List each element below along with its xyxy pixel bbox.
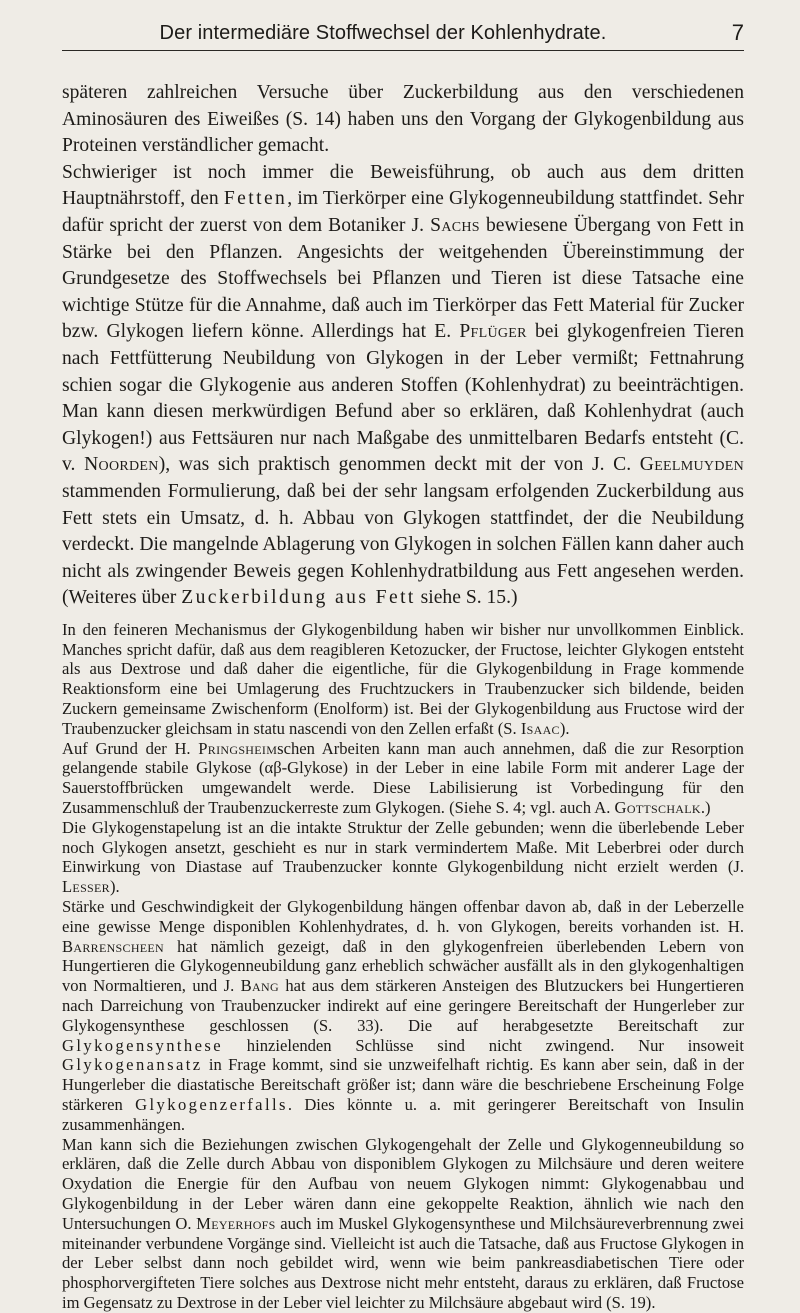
text-run: . Dies könnte u. a. mit geringerer Bereitschaft von Insulin zusammenhängen. xyxy=(62,1095,744,1134)
author-name: Gottschalk xyxy=(614,798,701,818)
small-print-text xyxy=(62,620,744,1313)
text-run: Auf Grund der H. xyxy=(62,738,199,758)
author-name: Noorden xyxy=(84,454,159,476)
text-run: schen Arbeiten kann man auch annehmen, daß die zur Resorption gelangende stabile Glykose (αβ-Glykose) in der Leber in eine labile Form mit anderer Lage der Sauerstoffbrücken umgewandelt werde. Diese Labilisierung ist Vorbedingung für den Zusammenschluß der Traubenzuckerreste zum Glykogen. (Siehe S. 4; vgl. auch A. xyxy=(62,738,744,818)
emphasized-text: Zuckerbildung aus Fett xyxy=(181,587,416,609)
text-run: bei glykogenfreien Tieren nach Fettfütterung Neubildung von Glykogen in der Leber vermißt; Fettnahrung schien sogar die Glykogenie aus anderen Stoffen (Kohlenhydrat) zu beeinträchtigen. Man kann diesen merkwürdigen Befund aber so erklären, daß Kohlenhydrat (auch Glykogen!) aus Fettsäuren nur nach Maßgabe des unmittelbaren Bedarfs entsteht (C. v. xyxy=(62,321,744,476)
author-name: Barrenscheen xyxy=(62,936,165,956)
text-run: ), was sich praktisch genommen deckt mit der von J. C. xyxy=(158,454,640,476)
author-name: Pringsheim xyxy=(198,738,278,758)
text-run: hat aus dem stärkeren Ansteigen des Blutzuckers bei Hungertieren nach Darreichung von Traubenzucker indirekt auf eine geringere Bereitschaft der Hungerleber zur Glykogensynthese geschlossen (S. 33). Die auf herabgesetzte Bereitschaft zur xyxy=(62,976,744,1035)
text-run: Stärke und Geschwindigkeit der Glykogenbildung hängen offenbar davon ab, daß in der Leberzelle eine gewisse Menge disponiblen Kohlenhydrates, d. h. von Glykogen, bereits vorhanden ist. H. xyxy=(62,897,744,936)
running-title: Der intermediäre Stoffwechsel der Kohlenhydrate. xyxy=(159,22,607,44)
paragraph xyxy=(62,80,744,160)
text-run: Schwieriger ist noch immer die Beweisführung, ob auch aus dem dritten Hauptnährstoff, den xyxy=(62,161,744,210)
text-run: , im Tierkörper eine Glykogenneubildung stattfindet. Sehr dafür spricht der zuerst von dem Botaniker J. xyxy=(62,188,744,236)
text-run: ). xyxy=(109,877,120,897)
paragraph xyxy=(62,160,744,612)
text-run: hinzielenden Schlüsse sind nicht zwingend. Nur insoweit xyxy=(223,1035,744,1055)
author-name: Pflüger xyxy=(459,321,527,343)
small-paragraph xyxy=(62,897,744,1135)
text-run: Die Glykogenstapelung ist an die intakte Struktur der Zelle gebunden; wenn die überlebende Leber noch Glykogen ansetzt, geschieht es nur in stark vermindertem Maße. Mit Leberbrei oder durch Einwirkung von Diastase auf Traubenzucker konnte Glykogenbildung nicht erzielt werden (J. xyxy=(62,817,744,877)
emphasized-text: Glykogensynthese xyxy=(62,1035,223,1055)
text-run: späteren zahlreichen Versuche über Zuckerbildung aus den verschiedenen Aminosäuren des Eiweißes (S. 14) haben uns den Vorgang der Glykogenbildung aus Proteinen verständlicher gemacht. xyxy=(62,82,744,157)
text-run: stammenden Formulierung, daß bei der sehr langsam erfolgenden Zuckerbildung aus Fett stets ein Umsatz, d. h. Abbau von Glykogen stattfindet, der die Neubildung verdeckt. Die mangelnde Ablagerung von Glykogen in solchen Fällen kann daher auch nicht als zwingender Beweis gegen Kohlenhydratbildung aus Fett angesehen werden. (Weiteres über xyxy=(62,480,744,609)
text-run: in Frage kommt, sind sie unzweifelhaft richtig. Es kann aber sein, daß in der Hungerleber die diastatische Bereitschaft größer ist; dann wäre die beschriebene Erscheinung Folge stärkeren xyxy=(62,1055,744,1114)
emphasized-text: Glykogenansatz xyxy=(62,1055,203,1075)
text-run: Man kann sich die Beziehungen zwischen Glykogengehalt der Zelle und Glykogenneubildung so erklären, daß die Zelle durch Abbau von disponiblem Glykogen zu Milchsäure und deren weitere Oxydation die Energie für den Aufbau von neuem Glykogen nimmt: Glykogenabbau und Glykogenbildung in der Leber wären dann eine gekoppelte Reaktion, ähnlich wie nach den Untersuchungen O. xyxy=(62,1134,744,1233)
text-run: siehe S. 15.) xyxy=(415,587,518,609)
text-run: .) xyxy=(700,798,711,818)
emphasized-text: Glykogenzerfalls xyxy=(135,1095,288,1114)
author-name: Lesser xyxy=(62,877,110,897)
small-paragraph xyxy=(62,818,744,897)
emphasized-text: Fetten xyxy=(223,188,288,210)
small-paragraph xyxy=(62,739,744,818)
page-number: 7 xyxy=(731,20,744,45)
small-paragraph xyxy=(62,620,744,739)
text-run: ). xyxy=(559,718,570,738)
text-run: bewiesene Übergang von Fett in Stärke bei den Pflanzen. Angesichts der weitgehenden Übereinstimmung der Grundgesetze des Stoffwechsels bei Pflanzen und Tieren ist diese Tatsache eine wichtige Stütze für die Annahme, daß auch im Tierkörper das Fett Material für Zucker bzw. Glykogen liefern könne. Allerdings hat E. xyxy=(62,214,744,343)
text-run: auch im Muskel Glykogensynthese und Milchsäureverbrennung zwei miteinander verbundene Vorgänge sind. Vielleicht ist auch die Tatsache, daß aus Fructose Glykogen in der Leber selbst dann noch gebildet wird, wenn wie beim pankreasdiabetischen Tiere oder phosphorvergifteten Tiere solches aus Dextrose nicht mehr entsteht, daraus zu erklären, daß Fructose im Gegensatz zu Dextrose in der Leber viel leichter zu Milchsäure abgebaut wird (S. 19). xyxy=(62,1213,744,1312)
author-name: Meyerhofs xyxy=(196,1213,276,1233)
running-head xyxy=(62,16,744,51)
text-run: In den feineren Mechanismus der Glykogenbildung haben wir bisher nur unvollkommen Einblick. Manches spricht dafür, daß aus dem reagibleren Ketozucker, der Fructose, leichter Glykogen entsteht als aus Dextrose und daß daher die eigentliche, für die Glykogenbildung in Frage kommende Reaktionsform eine bei Umlagerung des Fruchtzuckers in Traubenzucker sich bildende, beiden Zuckern gemeinsame Zwischenform (Enolform) ist. Bei der Glykogenbildung aus Fructose wird der Traubenzucker gleichsam in statu nascendi von den Zellen erfaßt (S. xyxy=(62,619,744,738)
small-paragraph xyxy=(62,1135,744,1313)
author-name: Geelmuyden xyxy=(639,454,744,476)
author-name: Isaac xyxy=(520,718,560,738)
body-text xyxy=(62,80,744,1313)
text-run: hat nämlich gezeigt, daß in den glykogenfreien überlebenden Lebern von Hungertieren die Glykogenneubildung ganz erheblich schwächer ausfällt als in den glykogenhaltigen von Normaltieren, und J. xyxy=(62,936,744,996)
author-name: Sachs xyxy=(430,214,480,236)
main-text xyxy=(62,80,744,612)
author-name: Bang xyxy=(240,976,279,996)
